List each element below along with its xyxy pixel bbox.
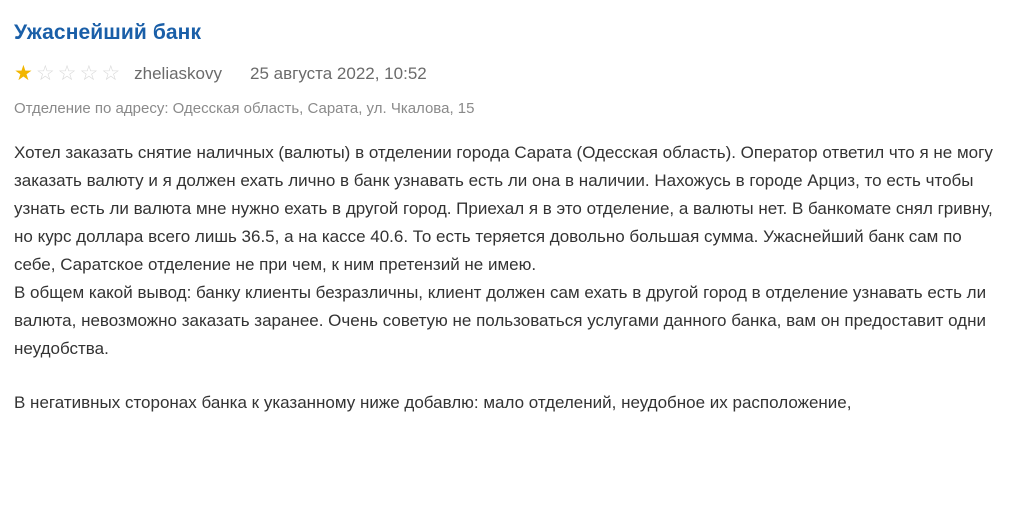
review-paragraph-2: В общем какой вывод: банку клиенты безразличны, клиент должен сам ехать в другой город в отделение узнавать есть ли валюта, невозможно заказать заранее. Очень советую не пользоваться услугами данного банка, вам он предоставит одни неудобства. <box>14 283 987 359</box>
star-icon-3: ☆ <box>57 62 77 86</box>
review-branch-address: Отделение по адресу: Одесская область, Сарата, ул. Чкалова, 15 <box>14 100 475 118</box>
review-body <box>14 139 995 417</box>
star-icon-4: ☆ <box>79 62 99 86</box>
star-icon-1: ★ <box>14 62 33 86</box>
review-meta <box>14 63 995 84</box>
review-paragraph-3: В негативных сторонах банка к указанному ниже добавлю: мало отделений, неудобное их расположение, <box>14 393 852 413</box>
star-icon-5: ☆ <box>101 62 121 86</box>
star-icon-2: ☆ <box>35 62 55 86</box>
review-paragraph-1: Хотел заказать снятие наличных (валюты) в отделении города Сарата (Одесская область). Оператор ответил что я не могу заказать валюту и я должен ехать лично в банк узнавать есть ли она в наличии. Нахожусь в городе Арциз, то есть чтобы узнать есть ли валюта мне нужно ехать в другой город. Приехал я в это отделение, а валюты нет. В банкомате снял гривну, но курс доллара всего лишь 36.5, а на кассе 40.6. То есть теряется довольно большая сумма. Ужаснейший банк сам по себе, Саратское отделение не при чем, к ним претензий не имею. <box>14 143 993 275</box>
review-date: 25 августа 2022, 10:52 <box>250 63 427 83</box>
rating-stars <box>14 63 120 84</box>
review-title: Ужаснейший банк <box>14 21 202 44</box>
review-author[interactable]: zheliaskovy <box>134 63 223 83</box>
